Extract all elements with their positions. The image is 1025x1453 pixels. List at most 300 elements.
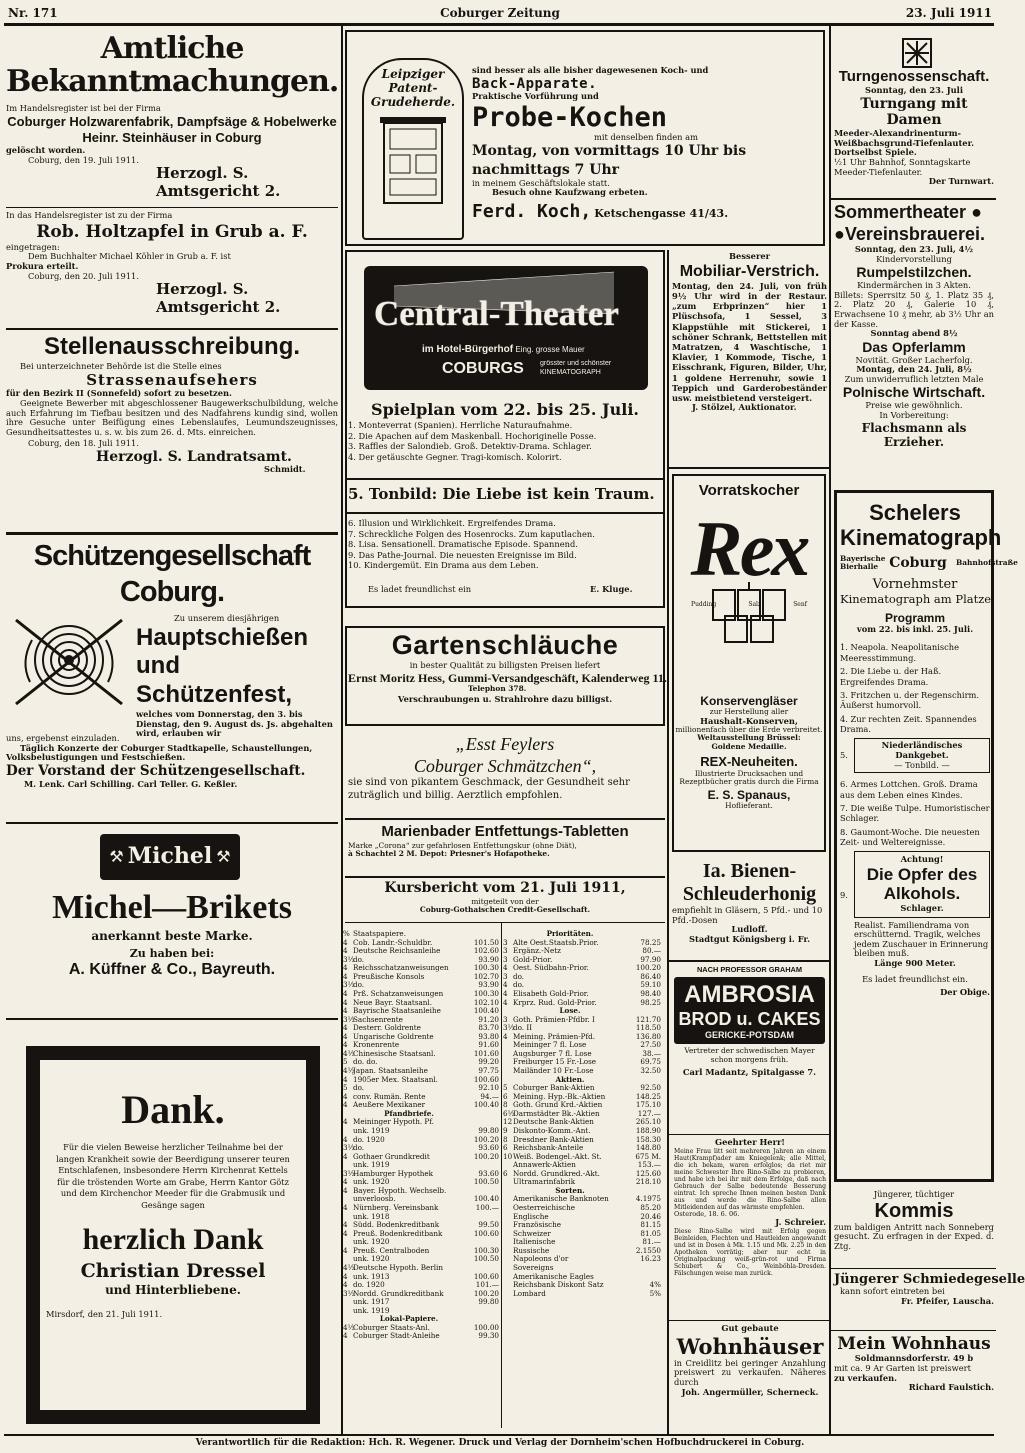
koch-addr: Ketschengasse 41/43.: [594, 206, 729, 220]
kurs-rate: 5: [503, 1083, 508, 1093]
scheler-sign: Der Obige.: [940, 987, 990, 998]
koch-line7: Besuch ohne Kaufzwang erbeten.: [492, 187, 648, 198]
kurs-name: do. do.: [353, 1057, 378, 1067]
kurs-value: 100.30: [473, 963, 499, 973]
kurs-name: unk. 1919: [353, 1125, 390, 1135]
kurs-value: 2.1550: [635, 1245, 661, 1255]
kurs-value: 92.50: [640, 1083, 661, 1093]
koch-big: Probe-Kochen: [472, 101, 668, 133]
honig-name: Ludloff.: [731, 924, 768, 935]
schuetzen-h2: und Schützenfest,: [136, 652, 293, 709]
wohn-name: Joh. Angermüller, Scherneck.: [681, 1386, 819, 1397]
kurs-rate: 4½: [343, 1262, 355, 1272]
theater-item: 4. Der getäuschte Gegner. Tragi-komisch. Kolorirt.: [348, 451, 562, 462]
michel-logo-text: Michel: [127, 843, 213, 870]
ambrosia-top: NACH PROFESSOR GRAHAM: [696, 965, 803, 974]
column-rule: [829, 26, 831, 1434]
schuetzen-board: Der Vorstand der Schützengesellschaft.: [6, 762, 306, 779]
stelle-post: Strassenaufsehers: [86, 370, 258, 389]
kurs-rate: [343, 1307, 353, 1316]
kurs-name: Preuß. Bodenkreditbank: [353, 1228, 443, 1238]
kurs-rate: 4½: [343, 1322, 355, 1332]
koch-text: [472, 66, 820, 222]
kurs-rate: 6½: [503, 1108, 515, 1118]
marien-title: Marienbader Entfettungs-Tabletten: [381, 823, 629, 840]
kurs-rate: 3½: [343, 980, 355, 990]
stelle-line2: für den Bezirk II (Sonnefeld) sofort zu besetzen.: [6, 388, 232, 399]
kurs-name: Schweizer: [513, 1228, 551, 1238]
kurs-rate: 3½: [343, 1288, 355, 1298]
koch-logo3: Grudeherde.: [370, 94, 456, 109]
stove-icon: [378, 115, 448, 207]
column-rule: [667, 250, 669, 1434]
kurs-row: [343, 1076, 499, 1085]
stelle-title: Stellenausschreibung.: [43, 333, 301, 360]
marien-line1: Marke „Corona“ zur gefahrlosen Entfettungskur (ohne Diät),: [348, 840, 577, 850]
kurs-name: conv. Rumän. Rente: [353, 1091, 426, 1101]
turn-line3: Meeder-Alexandrinenturm-Weißbachsgrund-Tiefenlauter. Dortselbst Spiele.: [834, 128, 975, 158]
bullet-icon: ●: [971, 202, 982, 222]
kurs-name: Goth. Prämien-Pfdbr. I: [513, 1014, 595, 1024]
turn-line1: Sonntag, den 23. Juli: [865, 85, 963, 95]
kurs-value: 94.—: [480, 1091, 499, 1101]
kommis-ad: [834, 1190, 994, 1251]
stelle-date: Coburg, den 18. Juli 1911.: [28, 438, 139, 449]
sommer-play2: Das Opferlamm: [862, 338, 966, 355]
kurs-value: 81.15: [640, 1220, 661, 1230]
kurs-rate: [503, 1281, 513, 1290]
kurs-value: 188.90: [635, 1125, 661, 1135]
kurs-value: 100.—: [475, 1203, 499, 1212]
kurs-rate: [503, 1238, 513, 1247]
kurs-value: 100.20: [473, 1151, 499, 1161]
kurs-rate: 4: [343, 1220, 348, 1230]
kurs-name: unk. 1920: [353, 1254, 390, 1264]
divider: [669, 960, 829, 962]
kurs-rate: 4: [343, 1134, 348, 1144]
turn-sign: Der Turnwart.: [928, 176, 994, 187]
scheler-att: Achtung!: [900, 854, 944, 865]
kurs-rate: 8: [503, 1100, 508, 1110]
kurs-value: 100.50: [473, 1177, 499, 1187]
a2-line1: eingetragen:: [6, 241, 60, 252]
a2-line3: Prokura erteilt.: [6, 260, 79, 271]
kurs-name: Lokal-Papiere.: [379, 1314, 439, 1324]
kurs-value: 20.46: [640, 1211, 661, 1221]
a2-firm: Rob. Holtzapfel in Grub a. F.: [36, 221, 308, 242]
kurs-rate: 4: [343, 1091, 348, 1101]
kurs-name: Goth. Grund Krd.-Aktien: [513, 1100, 603, 1110]
a2-date: Coburg, den 20. Juli 1911.: [28, 270, 139, 281]
kurs-rate: [503, 1264, 513, 1273]
scheler-sch: Schlager.: [900, 903, 944, 914]
kurs-name: Ultramarinfabrik: [513, 1177, 576, 1187]
a1-date: Coburg, den 19. Juli 1911.: [28, 154, 139, 165]
kurs-value: 78.25: [640, 937, 661, 947]
honig-ad: [672, 860, 827, 944]
rex-line4: millionenfach über die Erde verbreitet.: [675, 725, 823, 735]
kurs-rate: 4: [343, 1271, 348, 1281]
kurs-name: Reichsbank-Anteile: [513, 1143, 584, 1153]
scheler-loc2: Coburg: [889, 554, 947, 571]
scheler-prog: Programm: [884, 610, 946, 625]
kurs-name: Napoleons d'or: [513, 1254, 569, 1264]
schuetzen-line3: uns, ergebenst einzuladen.: [6, 733, 120, 743]
kurs-rate: [503, 1290, 513, 1299]
theater-invite: Es ladet freundlichst ein: [368, 584, 472, 594]
kurs-rate: 4: [343, 1228, 348, 1238]
kurs-value: 100.60: [473, 1271, 499, 1281]
garten-title: Gartenschläuche: [391, 630, 619, 660]
kurs-value: 93.60: [478, 1143, 499, 1153]
kurs-name: Chinesische Staatsanl.: [353, 1048, 436, 1058]
moebel-ad: [672, 252, 827, 413]
rex-head: Vorratskocher: [698, 482, 800, 499]
kurs-rate: 3½: [503, 1023, 515, 1033]
letter-ad: [674, 1138, 826, 1277]
kurs-value: 93.90: [478, 980, 499, 990]
kurs-value: 158.30: [635, 1134, 661, 1144]
scheler-items: [840, 642, 990, 734]
ambrosia-ad: [672, 966, 827, 1078]
stelle-sign: Schmidt.: [264, 464, 306, 475]
kurs-rate: 4: [343, 1117, 348, 1127]
ambrosia-panel: [674, 977, 825, 1044]
kurs-name: Amerikanische Banknoten: [513, 1194, 609, 1204]
kurs-rate: 4: [503, 988, 508, 998]
kurs-rate: 3½: [343, 954, 355, 964]
kurs-value: 27.50: [640, 1040, 661, 1050]
rex-content: [675, 482, 823, 646]
kurs-rate: 3: [503, 971, 508, 981]
rex-line5: Weltausstellung Brüssel:: [697, 733, 801, 743]
rex-line8: Hoflieferant.: [725, 801, 773, 811]
a2-intro: In das Handelsregister ist zu der Firma: [6, 210, 173, 220]
theater-item: 3. Raffles der Salondieb. Groß. Detektiv-Drama. Schlager.: [348, 441, 592, 452]
kurs-value: 148.25: [635, 1091, 661, 1101]
kurs-name: Ungarische Goldrente: [353, 1031, 434, 1041]
kurs-name: Ergänz.-Netz: [513, 946, 561, 956]
kurs-value: 136.80: [635, 1031, 661, 1041]
sommer-ad: [834, 202, 994, 449]
kurs-value: [465, 1307, 499, 1316]
kurs-value: 38.—: [642, 1048, 661, 1058]
kurs-table-right: [503, 930, 661, 1298]
scheler-len: Länge 900 Meter.: [874, 958, 956, 969]
dank-body: Für die vielen Beweise herzlicher Teilnahme bei der langen Krankheit sowie der Beerdigung unserer teuren Entschlafenen, insbesondere Herrn Kirchenrat Kettels für die tröstenden Worte am Grabe, Herrn Kantor Götz und dem Kirchenchor Meeder für die Grabmusik und Gesänge sagen: [56, 1142, 290, 1211]
divider: [6, 1018, 338, 1020]
michel-title: Michel—Brikets: [52, 889, 292, 926]
kurs-value: 100.60: [473, 1228, 499, 1238]
kurs-value: 97.75: [478, 1066, 499, 1075]
kurs-name: Reichsschatzanweisungen: [353, 963, 449, 973]
scheler-dates: vom 22. bis inkl. 25. Juli.: [856, 623, 974, 634]
theater-title: Central-Theater: [374, 294, 619, 333]
schuetzen-names: M. Lenk. Carl Schilling. Carl Teller. G. Keßler.: [24, 778, 238, 789]
kurs-value: 118.50: [635, 1023, 661, 1033]
letter-title: Geehrter Herr!: [715, 1137, 785, 1147]
kurs-rate: 5: [343, 1083, 348, 1093]
footer-rule: [4, 1434, 994, 1436]
kurs-name: Bayer. Hypoth. Wechselb.: [353, 1185, 447, 1195]
wohnung-title: Mein Wohnhaus: [837, 1334, 991, 1354]
dank-sub: und Hinterbliebene.: [105, 1283, 241, 1298]
michel-line1: Zu haben bei:: [129, 946, 215, 960]
kurs-rate: 4: [343, 946, 348, 956]
kurs-name: Lose.: [559, 1006, 581, 1016]
schuetzen-title: Schützengesellschaft Coburg.: [33, 540, 311, 609]
kurs-value: 32.50: [640, 1066, 661, 1075]
dank-title: Dank.: [121, 1087, 225, 1132]
kurs-rate: 4: [503, 997, 508, 1007]
grudeherd-logo: [362, 58, 464, 240]
sommer-line4: Billets: Sperrsitz 50 ₰, 1. Platz 35 ₰, 2. Platz 20 ₰, Galerie 10 ₰, Erwachsene 10 ₰ mehr, ab 3½ Uhr an der Kasse.: [834, 289, 994, 329]
kurs-rate: 4: [343, 1040, 348, 1050]
kurs-rate: 3: [503, 946, 508, 956]
rex-line7: Illustrierte Drucksachen und Rezeptbücher gratis durch die Firma: [679, 768, 819, 786]
kurs-rate: [503, 1255, 513, 1264]
garten-line1: in bester Qualität zu billigsten Preisen liefert: [409, 660, 601, 671]
rex-line3: Haushalt-Konserven,: [700, 715, 798, 726]
kurs-value: 83.70: [478, 1023, 499, 1033]
scheler-invite: Es ladet freundlichst ein.: [862, 973, 968, 984]
ambrosia-t1: AMBROSIA: [684, 981, 815, 1009]
kurs-name: Elisabeth Gold-Prior.: [513, 988, 589, 998]
kurs-value: 91.20: [478, 1014, 499, 1024]
kurs-rate: 4: [343, 963, 348, 973]
sommer-line5: Sonntag abend 8½: [870, 328, 958, 339]
kommis-body: zum baldigen Antritt nach Sonneberg gesucht. Zu erfragen in der Exped. d. Ztg.: [834, 1221, 994, 1251]
kurs-name: Prß. Schatzanweisungen: [353, 988, 444, 998]
garten-tel: Telephon 378.: [468, 683, 527, 693]
stelle-body: Geeignete Bewerber mit abgeschlossener Baugewerkschulbildung, welche auch Erfahrung im Tiefbau besitzen und des Nadfahrens kundig sind, wollen ihre Gesuche unter Beifügung eines Lebenslaufes, Leumundszeugnisses, Gesundheitsattestes u. s. w. bis zum 26. d. Mts. einreichen.: [6, 397, 338, 437]
wohnung-addr: Soldmannsdorferstr. 49 b: [854, 1353, 974, 1364]
sommer-t1: [834, 202, 994, 224]
kurs-rate: [503, 1067, 513, 1076]
scheler-opfer: Die Opfer des Alkohols.: [866, 864, 978, 904]
rex-logo: Rex: [690, 504, 808, 592]
kurs-name: Coburger Bank-Aktien: [513, 1083, 595, 1093]
letter-date: Osterode, 18. 6. 06.: [674, 1209, 740, 1218]
table-rule: [501, 922, 502, 1428]
kurs-value: 100.40: [473, 1194, 499, 1204]
kurs-value: 100.40: [473, 1006, 499, 1016]
ambrosia-line2: schon morgens früh.: [710, 1054, 789, 1064]
kurs-row: [503, 973, 661, 982]
theater-plan: Spielplan vom 22. bis 25. Juli.: [371, 400, 639, 419]
stelle-line1: Bei unterzeichneter Behörde ist die Stelle eines: [20, 361, 222, 371]
issue-number: Nr. 171: [8, 6, 58, 20]
kurs-row: [343, 1332, 499, 1341]
michel-sub: anerkannt beste Marke.: [91, 928, 253, 943]
scheler-line3: Realist. Familiendrama von erschütternd. Tragik, welches jedem Zuschauer in Erinnerung bleiben muß.: [854, 919, 989, 959]
kurs-name: Sachsenrente: [353, 1014, 403, 1024]
kurs-name: do. 1920: [353, 1280, 385, 1290]
kurs-value: 101.50: [473, 937, 499, 947]
stelle-authority: Herzogl. S. Landratsamt.: [96, 448, 292, 465]
letter-foot: Diese Rino-Salbe wird mit Erfolg gegen Beinleiden, Flechten und Hautleiden angewandt und ist in Dosen à Mk. 1.15 und Mk. 2.25 in den Apotheken vorrätig; aber nur echt in Originalpackung weiß-grün-rot und Firma Schubert & Co., Weinböhla-Dresden. Fälschungen weise man zurück.: [674, 1227, 826, 1277]
kurs-name: do.: [513, 971, 525, 981]
sommer-line7: Montag, den 24. Juli, 8½: [856, 364, 972, 375]
wohn-body: in Creidlitz bei geringer Anzahlung preiswert zu verkaufen. Näheres durch: [674, 1357, 826, 1388]
wohn-title: Wohnhäuser: [676, 1333, 824, 1359]
kurs-name: unk. 1913: [353, 1271, 390, 1281]
divider: [831, 198, 996, 200]
marien-ad: [348, 822, 662, 858]
kurs-name: Mailänder 10 Fr.-Lose: [513, 1066, 594, 1075]
scheler-loc3: Bahnhofstraße: [956, 557, 1018, 567]
letter-body: Meine Frau litt seit mehreren Jahren an einem Haut(Krampf)ader am Kniegelenk; alle Mittel, die ich bekam, waren erfolglos; da riet mir meine Schwester Ihre Rino-Salbe zu probieren, und habe ich bei ihr mit dem Erfolge, daß nach Gebrauch der Salbe bedeutende Besserung eintrat. Ich spreche Ihnen meinen besten Dank aus und werde die Rino-Salbe allen Mitleidenden auf das wärmste empfehlen.: [674, 1147, 826, 1211]
schuetzen-h1: Hauptschießen: [136, 623, 309, 651]
kurs-name: Deutsche Reichsanleihe: [353, 946, 441, 956]
kurs-name: Oesterreichische: [513, 1203, 575, 1212]
kurs-name: Hamburger Hypothek: [353, 1168, 433, 1178]
rex-jar-label: Pudding: [691, 600, 717, 608]
theater-sub-line: [422, 344, 644, 356]
a1-firm: Coburger Holzwarenfabrik, Dampfsäge & Hobelwerke: [7, 113, 337, 129]
kurs-value: 148.80: [635, 1143, 661, 1153]
kurs-name: Preuß. Centralboden: [353, 1245, 430, 1255]
kurs-name: Amerikanische Eagles: [513, 1271, 594, 1281]
koch-logo2: Patent-: [388, 80, 438, 95]
kurs-name: Coburger Staats-Anl.: [353, 1322, 430, 1332]
kurs-name: Preußische Konsols: [353, 971, 425, 981]
sommer-line2: Kindervorstellung: [876, 253, 952, 264]
kurs-bank: Coburg-Gothaischen Credit-Gesellschaft.: [419, 904, 591, 914]
kurs-name: unk. 1917: [353, 1297, 390, 1307]
scheler-items2: [840, 779, 990, 847]
schuetzen-head: [136, 614, 338, 739]
wohn-ad: [674, 1324, 826, 1397]
kurs-rate: 12: [503, 1117, 513, 1127]
kurs-name: Meininger Hypoth. Pf.: [353, 1117, 434, 1127]
ambrosia-shop: Carl Madantz, Spitalgasse 7.: [682, 1066, 817, 1077]
schmied-ad: [834, 1272, 1025, 1307]
kurs-value: 92.10: [478, 1083, 499, 1093]
wohnung-body: mit ca. 9 Ar Garten ist preiswert: [834, 1363, 971, 1373]
kurs-name: unk. 1920: [353, 1177, 390, 1187]
dank-box: [26, 1046, 320, 1424]
kurs-value: 99.20: [478, 1057, 499, 1067]
kurs-name: Alte Oest.Staatsb.Prior.: [513, 937, 599, 947]
kurs-value: 4.1975: [635, 1194, 661, 1204]
koch-line3: Praktische Vorführung und: [472, 91, 599, 102]
divider: [669, 1320, 829, 1321]
kurs-name: unverloosb.: [353, 1194, 396, 1204]
scheler-item: 1. Neapola. Neapolitanische Meeresstimmung.: [840, 642, 960, 663]
theater-sub3: grösster und schönster: [540, 360, 612, 367]
kurs-rate: [503, 1058, 513, 1067]
kurs-rate: 4: [343, 997, 348, 1007]
kurs-rate: 4: [343, 1280, 348, 1290]
kurs-value: 102.60: [473, 946, 499, 956]
kurs-rate: 4: [343, 1023, 348, 1033]
michel-logo: [100, 834, 240, 880]
a1-note: gelöscht worden.: [6, 145, 86, 156]
kurs-rate: 6: [503, 1091, 508, 1101]
koch-line4: mit denselben finden am: [594, 131, 698, 142]
kurs-name: Gold-Prior.: [513, 954, 553, 964]
kurs-head: [348, 880, 662, 914]
divider: [345, 478, 665, 480]
garten-firm: Ernst Moritz Hess, Gummi-Versandgeschäft, Kalenderweg 11.: [348, 670, 667, 685]
schuetzen-line4: Täglich Konzerte der Coburger Stadtkapelle, Schaustellungen, Volksbelustigungen und Festschießen.: [6, 742, 313, 763]
scheler-item: 4. Zur rechten Zeit. Spannendes Drama.: [840, 713, 977, 734]
kurs-title: Kursbericht vom 21. Juli 1911,: [384, 880, 626, 896]
kurs-value: 93.90: [478, 954, 499, 964]
kurs-value: 80.—: [642, 946, 661, 956]
kurs-name: unk. 1919: [353, 1160, 390, 1170]
garten-line2: Verschraubungen u. Strahlrohre dazu billigst.: [397, 694, 613, 705]
kurs-value: 98.40: [640, 988, 661, 998]
sommer-line3: Kindermärchen in 3 Akten.: [857, 280, 971, 291]
kurs-value: 16.23: [640, 1254, 661, 1264]
scheler-t1: Schelers: [869, 500, 961, 525]
kurs-row: [343, 1136, 499, 1145]
kurs-rate: %: [343, 929, 350, 938]
kurs-name: Japan. Staatsanleihe: [353, 1066, 428, 1075]
scheler-item: 8. Gaumont-Woche. Die neuesten Zeit- und Weltereignisse.: [840, 826, 980, 847]
scheler-item: 6. Armes Lottchen. Groß. Drama aus dem Leben eines Kindes.: [840, 779, 978, 800]
theater-item: 9. Das Pathe-Journal. Die neuesten Ereignisse im Bild.: [348, 549, 577, 560]
schmied-title: Jüngerer Schmiedegeselle: [834, 1272, 1025, 1287]
kurs-rate: 4: [503, 963, 508, 973]
rex-new: REX-Neuheiten.: [700, 754, 798, 770]
kurs-name: Russische: [513, 1245, 550, 1255]
kurs-rate: 9: [503, 1125, 508, 1135]
kurs-value: 100.30: [473, 988, 499, 998]
kurs-value: 100.60: [473, 1074, 499, 1084]
divider: [6, 822, 338, 824]
kurs-row: [503, 999, 661, 1008]
kurs-rate: 4: [343, 1151, 348, 1161]
honig-title1: Ia. Bienen-: [702, 860, 797, 882]
rex-line2: zur Herstellung aller: [709, 707, 789, 717]
kurs-value: 97.90: [640, 954, 661, 964]
kommis-title: Kommis: [874, 1199, 954, 1222]
scheler-line2: Kinematograph am Platze.: [840, 591, 995, 606]
kurs-name: Gothaer Grundkredit: [353, 1151, 430, 1161]
kurs-rate: [503, 1178, 513, 1187]
scheler-box2: — Tonbild. —: [894, 759, 950, 770]
kurs-rate: [503, 1195, 513, 1204]
kurs-value: 675 M.: [635, 1151, 661, 1161]
sommer-t1-text: Sommertheater: [834, 202, 967, 222]
sommer-line9: Preise wie gewöhnlich.: [865, 400, 963, 411]
ambrosia-t2: BROD u. CAKES: [678, 1008, 821, 1029]
kurs-name: 1905er Mex. Staatsanl.: [353, 1074, 438, 1084]
kurs-name: unk. 1918: [353, 1211, 390, 1221]
kurs-rate: [503, 1247, 513, 1256]
kurs-row: [503, 1290, 661, 1299]
kurs-rate: [503, 1050, 513, 1059]
kurs-name: Meininger 7 fl. Lose: [513, 1040, 587, 1050]
kurs-value: 99.30: [478, 1331, 499, 1341]
a1-intro: Im Handelsregister ist bei der Firma: [6, 103, 161, 113]
kurs-value: 99.50: [478, 1220, 499, 1230]
a1-owner: Heinr. Steinhäuser in Coburg: [82, 129, 262, 145]
kurs-rate: 4: [503, 980, 508, 990]
kurs-line1: mitgeteilt von der: [471, 896, 539, 906]
kurs-name: do. 1920: [353, 1134, 385, 1144]
divider: [345, 512, 665, 514]
footer-imprint: Verantwortlich für die Redaktion: Hch. R. Wegener. Druck und Verlag der Dornheim'schen Hofbuchdruckerei in Coburg.: [195, 1438, 805, 1448]
kurs-value: 121.70: [635, 1014, 661, 1024]
scheler-item9: [840, 851, 990, 917]
theater-item: 1. Monteverrat (Spanien). Herrliche Naturaufnahme.: [348, 420, 573, 430]
schmied-body: kann sofort eintreten bei: [840, 1286, 945, 1297]
kurs-name: Französische: [513, 1220, 562, 1230]
